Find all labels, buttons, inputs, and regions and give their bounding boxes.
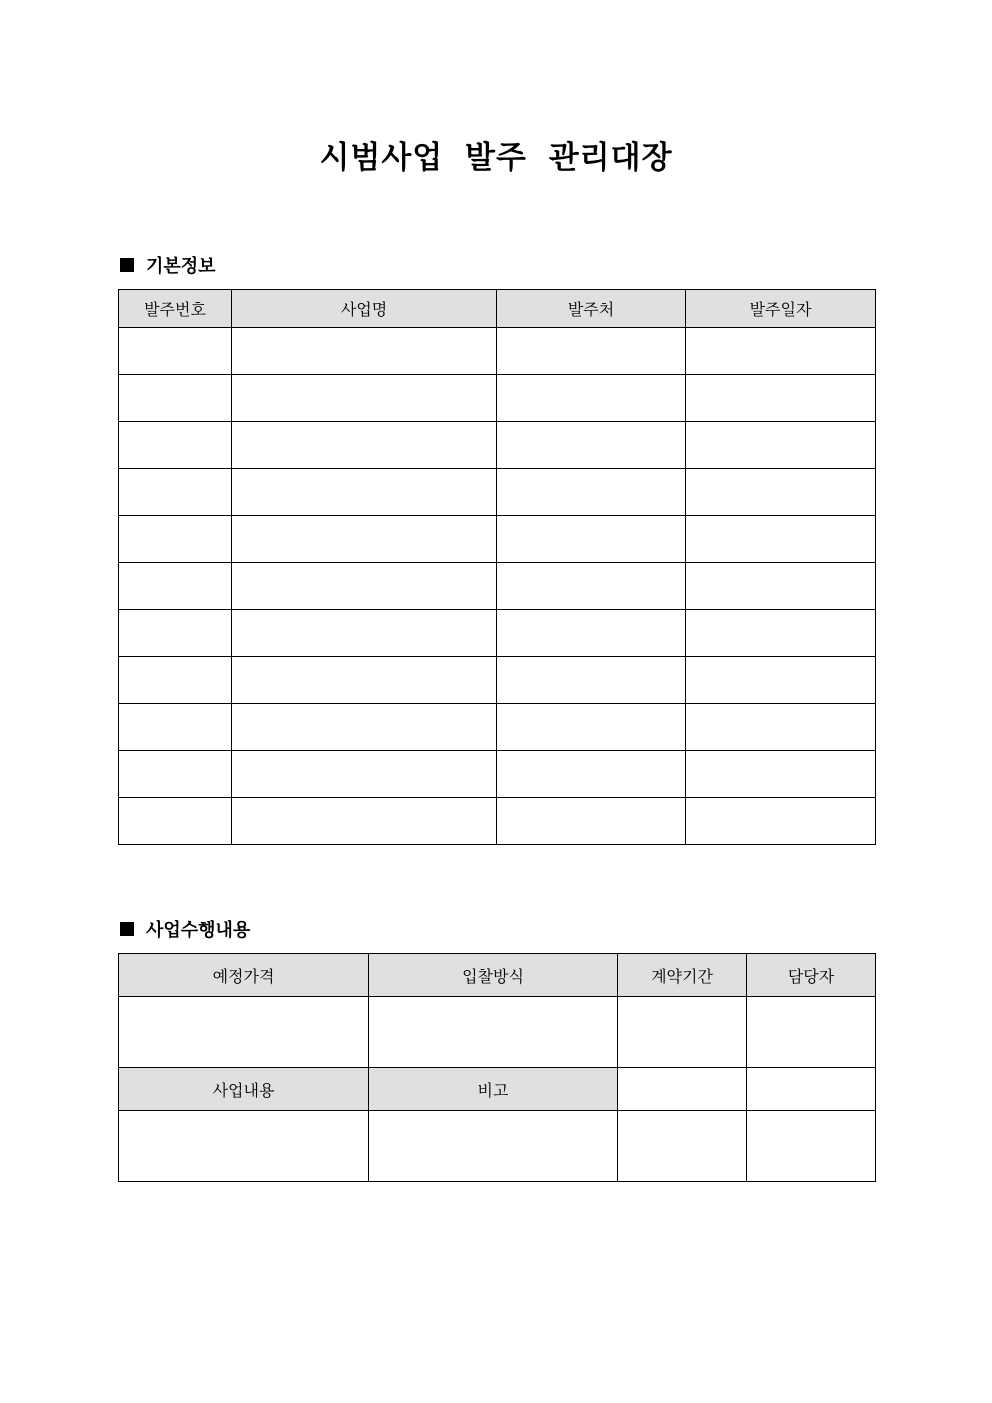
table-cell[interactable] xyxy=(232,563,497,610)
section-heading-work-info xyxy=(120,916,250,942)
table-cell[interactable] xyxy=(497,610,686,657)
table-row xyxy=(119,375,876,422)
table-row xyxy=(119,563,876,610)
table-cell[interactable] xyxy=(686,704,876,751)
header-order-date: 발주일자 xyxy=(686,290,876,328)
table-cell[interactable] xyxy=(232,610,497,657)
section-heading-label: 기본정보 xyxy=(146,256,216,277)
table-cell[interactable] xyxy=(686,610,876,657)
table-row xyxy=(119,516,876,563)
table-cell[interactable] xyxy=(119,657,232,704)
table-cell[interactable] xyxy=(747,1111,876,1182)
table-row xyxy=(119,997,876,1068)
table-cell[interactable] xyxy=(497,751,686,798)
table-row xyxy=(119,610,876,657)
table-cell[interactable] xyxy=(497,375,686,422)
table-cell[interactable] xyxy=(119,469,232,516)
page-title: 시범사업 발주 관리대장 xyxy=(319,140,673,176)
table-cell[interactable] xyxy=(497,469,686,516)
header-project-name: 사업명 xyxy=(232,290,497,328)
table-cell[interactable] xyxy=(232,798,497,845)
table-cell[interactable] xyxy=(232,516,497,563)
table-cell[interactable] xyxy=(497,328,686,375)
table-cell[interactable] xyxy=(232,657,497,704)
table-cell[interactable] xyxy=(369,997,618,1068)
header-order-number: 발주번호 xyxy=(119,290,232,328)
table-cell[interactable] xyxy=(119,375,232,422)
header-manager: 담당자 xyxy=(747,954,876,997)
table-cell[interactable] xyxy=(119,422,232,469)
table-cell[interactable] xyxy=(497,798,686,845)
header-bidding-method: 입찰방식 xyxy=(369,954,618,997)
table-cell[interactable] xyxy=(119,704,232,751)
table-cell[interactable] xyxy=(232,375,497,422)
square-bullet-icon xyxy=(120,922,134,936)
square-bullet-icon xyxy=(120,258,134,272)
table-header-row xyxy=(119,954,876,997)
header-estimated-price: 예정가격 xyxy=(119,954,369,997)
table-row xyxy=(119,422,876,469)
table-cell[interactable] xyxy=(119,328,232,375)
table-row xyxy=(119,751,876,798)
table-cell[interactable] xyxy=(686,657,876,704)
table-header-row xyxy=(119,290,876,328)
table-cell[interactable] xyxy=(497,422,686,469)
table-row xyxy=(119,469,876,516)
basic-info-table xyxy=(118,289,876,845)
table-row xyxy=(119,1111,876,1182)
table-row xyxy=(119,328,876,375)
table-cell[interactable] xyxy=(232,469,497,516)
table-cell[interactable] xyxy=(119,1111,369,1182)
table-cell[interactable] xyxy=(747,997,876,1068)
table-cell[interactable] xyxy=(232,751,497,798)
header-contract-period: 계약기간 xyxy=(618,954,747,997)
table-cell[interactable] xyxy=(232,422,497,469)
table-cell[interactable] xyxy=(369,1111,618,1182)
table-cell[interactable] xyxy=(686,516,876,563)
table-cell[interactable] xyxy=(618,997,747,1068)
table-row xyxy=(119,657,876,704)
header-client: 발주처 xyxy=(497,290,686,328)
table-cell[interactable] xyxy=(119,516,232,563)
table-cell[interactable] xyxy=(686,422,876,469)
table-cell[interactable] xyxy=(119,610,232,657)
table-cell[interactable] xyxy=(497,516,686,563)
table-cell[interactable] xyxy=(686,563,876,610)
table-cell[interactable] xyxy=(232,328,497,375)
table-subheader-row xyxy=(119,1068,876,1111)
section-heading-label: 사업수행내용 xyxy=(146,920,251,941)
table-cell[interactable] xyxy=(119,563,232,610)
table-row xyxy=(119,704,876,751)
table-cell[interactable] xyxy=(497,704,686,751)
header-project-content: 사업내용 xyxy=(119,1068,369,1111)
table-cell[interactable] xyxy=(119,997,369,1068)
table-cell[interactable] xyxy=(686,375,876,422)
table-cell[interactable] xyxy=(618,1111,747,1182)
table-cell[interactable] xyxy=(497,657,686,704)
table-cell[interactable] xyxy=(497,563,686,610)
header-remarks: 비고 xyxy=(369,1068,618,1111)
table-cell[interactable] xyxy=(686,751,876,798)
table-row xyxy=(119,798,876,845)
table-cell[interactable] xyxy=(747,1068,876,1111)
table-cell[interactable] xyxy=(686,469,876,516)
table-cell[interactable] xyxy=(119,798,232,845)
table-cell[interactable] xyxy=(232,704,497,751)
table-cell[interactable] xyxy=(686,798,876,845)
section-heading-basic-info xyxy=(120,252,216,278)
table-cell[interactable] xyxy=(119,751,232,798)
work-info-table xyxy=(118,953,876,1182)
table-cell[interactable] xyxy=(618,1068,747,1111)
table-cell[interactable] xyxy=(686,328,876,375)
